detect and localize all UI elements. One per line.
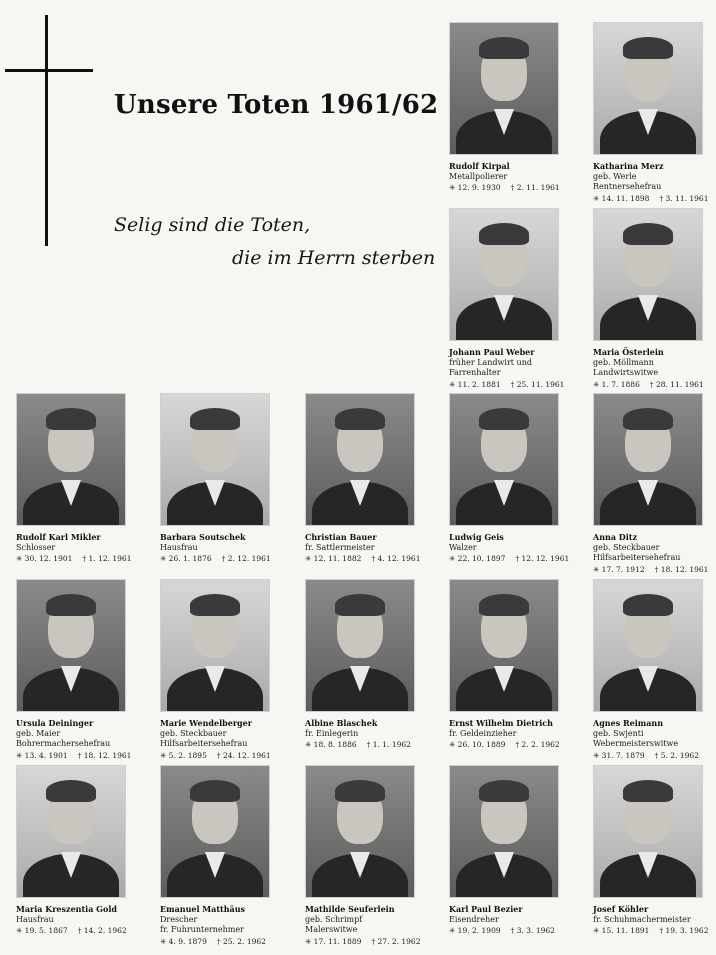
life-dates	[593, 379, 711, 390]
death-date: † 2. 12. 1961	[221, 554, 271, 563]
portrait-hair	[623, 37, 673, 59]
person-detail: fr. Fuhrunternehmer	[160, 925, 244, 934]
person-detail: geb. Schrimpf	[305, 914, 363, 924]
portrait-hair	[479, 594, 529, 616]
life-dates	[160, 553, 278, 564]
person-detail: geb. Steckbauer	[593, 542, 660, 552]
person-name: Katharina Merz	[593, 161, 664, 171]
birth-date: ✳ 26. 1. 1876	[160, 554, 212, 563]
person-name: Ludwig Geis	[449, 532, 504, 542]
obituary-entry	[593, 208, 711, 390]
birth-date: ✳ 13. 4. 1901	[16, 750, 68, 760]
person-name: Rudolf Kirpal	[449, 161, 510, 171]
obituary-entry	[449, 393, 570, 564]
person-detail: Bohrermachersehefrau	[16, 739, 111, 748]
portrait-photo	[593, 765, 703, 898]
verse-line-1: Selig sind die Toten,	[114, 214, 311, 236]
portrait-photo	[593, 393, 703, 526]
cross-horizontal-bar	[5, 69, 93, 72]
person-detail: Eisendreher	[449, 914, 499, 924]
portrait-photo	[593, 208, 703, 341]
person-detail: fr. Einlegerin	[305, 728, 359, 738]
birth-date: ✳ 15. 11. 1891	[593, 926, 650, 935]
birth-date: ✳ 17. 7. 1912	[593, 564, 645, 574]
portrait-hair	[46, 780, 96, 802]
person-detail: Hausfrau	[160, 542, 198, 552]
life-dates	[449, 925, 567, 936]
obituary-entry	[305, 579, 423, 750]
life-dates	[449, 553, 570, 564]
birth-date: ✳ 26. 10. 1889	[449, 740, 506, 749]
death-date: † 19. 3. 1962	[659, 926, 709, 935]
portrait-photo	[160, 579, 270, 712]
portrait-hair	[335, 408, 385, 430]
death-date: † 14. 2. 1962	[77, 926, 127, 935]
person-name: Rudolf Karl Mikler	[16, 532, 101, 542]
person-name: Mathilde Seuferlein	[305, 904, 395, 914]
portrait-photo	[449, 22, 559, 155]
person-name: Agnes Reimann	[593, 718, 664, 728]
birth-date: ✳ 11. 2. 1881	[449, 379, 501, 389]
person-detail: fr. Sattlermeister	[305, 542, 375, 552]
page-title: Unsere Toten 1961/62	[114, 90, 439, 120]
person-name: Christian Bauer	[305, 532, 377, 542]
person-detail: Schlosser	[16, 542, 56, 552]
obituary-entry	[305, 393, 423, 564]
portrait-photo	[449, 208, 559, 341]
person-detail: Hausfrau	[16, 914, 54, 924]
person-detail: geb. Swjenti	[593, 728, 644, 738]
portrait-hair	[479, 223, 529, 245]
person-detail: Hilfsarbeitersehefrau	[160, 739, 248, 748]
life-dates	[16, 553, 134, 564]
person-name: Johann Paul Weber	[449, 347, 535, 357]
portrait-photo	[305, 579, 415, 712]
portrait-photo	[160, 393, 270, 526]
birth-date: ✳ 1. 7. 1886	[593, 379, 640, 389]
person-detail: Hilfsarbeitersehefrau	[593, 553, 681, 562]
portrait-photo	[449, 393, 559, 526]
person-detail: geb. Werle	[593, 171, 637, 181]
person-name: Barbara Soutschek	[160, 532, 246, 542]
death-date: † 12. 12. 1961	[515, 554, 570, 563]
person-detail: Drescher	[160, 914, 198, 924]
portrait-hair	[623, 594, 673, 616]
obituary-entry	[593, 579, 711, 761]
death-date: † 25. 11. 1961	[510, 379, 565, 389]
portrait-photo	[16, 765, 126, 898]
death-date: † 5. 2. 1962	[654, 750, 699, 760]
obituary-entry	[593, 765, 711, 936]
obituary-entry	[16, 393, 134, 564]
portrait-hair	[335, 594, 385, 616]
person-detail: Farrenhalter	[449, 368, 501, 377]
life-dates	[160, 936, 278, 947]
portrait-photo	[593, 579, 703, 712]
obituary-entry	[160, 765, 278, 947]
birth-date: ✳ 12. 9. 1930	[449, 183, 501, 192]
portrait-hair	[190, 408, 240, 430]
birth-date: ✳ 4. 9. 1879	[160, 936, 207, 946]
death-date: † 2. 2. 1962	[515, 740, 560, 749]
person-detail: Rentnersehefrau	[593, 182, 662, 191]
death-date: † 1. 12. 1961	[82, 554, 132, 563]
portrait-hair	[46, 594, 96, 616]
life-dates	[305, 936, 423, 947]
portrait-photo	[449, 579, 559, 712]
life-dates	[449, 379, 567, 390]
life-dates	[160, 750, 278, 761]
death-date: † 18. 12. 1961	[654, 564, 709, 574]
obituary-entry	[305, 765, 423, 947]
birth-date: ✳ 17. 11. 1889	[305, 936, 362, 946]
verse-line-2: die im Herrn sterben	[232, 247, 436, 269]
person-detail: fr. Schuhmachermeister	[593, 914, 691, 924]
person-name: Karl Paul Bezier	[449, 904, 523, 914]
life-dates	[305, 739, 423, 750]
life-dates	[16, 750, 134, 761]
person-detail: Malerswitwe	[305, 925, 358, 934]
obituary-entry	[160, 393, 278, 564]
person-name: Josef Köhler	[593, 904, 649, 914]
portrait-hair	[623, 408, 673, 430]
birth-date: ✳ 12. 11. 1882	[305, 554, 362, 563]
obituary-entry	[593, 22, 711, 204]
death-date: † 3. 3. 1962	[510, 926, 555, 935]
person-detail: geb. Maier	[16, 728, 61, 738]
life-dates	[449, 739, 567, 750]
person-name: Emanuel Matthäus	[160, 904, 246, 914]
obituary-entry	[160, 579, 278, 761]
person-name: Maria Kreszentia Gold	[16, 904, 117, 914]
portrait-hair	[479, 780, 529, 802]
portrait-hair	[190, 594, 240, 616]
birth-date: ✳ 14. 11. 1898	[593, 193, 650, 203]
obituary-entry	[16, 765, 134, 936]
birth-date: ✳ 19. 2. 1909	[449, 926, 501, 935]
death-date: † 25. 2. 1962	[216, 936, 266, 946]
life-dates	[593, 564, 711, 575]
birth-date: ✳ 31. 7. 1879	[593, 750, 645, 760]
life-dates	[593, 750, 711, 761]
death-date: † 1. 1. 1962	[366, 740, 411, 749]
obituary-entry	[449, 208, 567, 390]
death-date: † 3. 11. 1961	[659, 193, 709, 203]
obituary-entry	[16, 579, 134, 761]
person-detail: Metallpolierer	[449, 171, 508, 181]
life-dates	[449, 182, 567, 193]
death-date: † 27. 2. 1962	[371, 936, 421, 946]
life-dates	[305, 553, 423, 564]
obituary-entry	[449, 765, 567, 936]
portrait-photo	[305, 393, 415, 526]
death-date: † 2. 11. 1961	[510, 183, 560, 192]
death-date: † 28. 11. 1961	[649, 379, 704, 389]
portrait-photo	[593, 22, 703, 155]
person-name: Ursula Deininger	[16, 718, 94, 728]
birth-date: ✳ 5. 2. 1895	[160, 750, 207, 760]
death-date: † 18. 12. 1961	[77, 750, 132, 760]
portrait-hair	[190, 780, 240, 802]
portrait-hair	[623, 780, 673, 802]
life-dates	[593, 193, 711, 204]
portrait-photo	[16, 579, 126, 712]
portrait-hair	[479, 37, 529, 59]
portrait-hair	[335, 780, 385, 802]
person-detail: Walzer	[449, 542, 477, 552]
portrait-hair	[623, 223, 673, 245]
life-dates	[593, 925, 711, 936]
person-detail: geb. Möllmann	[593, 357, 654, 367]
cross-vertical-bar	[45, 15, 48, 246]
birth-date: ✳ 30. 12. 1901	[16, 554, 73, 563]
birth-date: ✳ 18. 8. 1886	[305, 740, 357, 749]
obituary-entry	[593, 393, 711, 575]
birth-date: ✳ 19. 5. 1867	[16, 926, 68, 935]
portrait-photo	[305, 765, 415, 898]
person-name: Anna Ditz	[593, 532, 638, 542]
portrait-photo	[16, 393, 126, 526]
person-detail: fr. Geldeinzieher	[449, 728, 517, 738]
obituary-entry	[449, 22, 567, 193]
portrait-hair	[479, 408, 529, 430]
portrait-photo	[160, 765, 270, 898]
portrait-hair	[46, 408, 96, 430]
portrait-photo	[449, 765, 559, 898]
person-detail: Webermeisterswitwe	[593, 739, 679, 748]
life-dates	[16, 925, 134, 936]
person-name: Albine Blaschek	[305, 718, 378, 728]
person-name: Ernst Wilhelm Dietrich	[449, 718, 553, 728]
death-date: † 24. 12. 1961	[216, 750, 271, 760]
obituary-entry	[449, 579, 567, 750]
person-detail: früher Landwirt und	[449, 357, 532, 367]
death-date: † 4. 12. 1961	[371, 554, 421, 563]
person-name: Maria Österlein	[593, 347, 664, 357]
person-detail: Landwirtswitwe	[593, 368, 659, 377]
person-name: Marie Wendelberger	[160, 718, 252, 728]
birth-date: ✳ 22. 10. 1897	[449, 554, 506, 563]
person-detail: geb. Steckbauer	[160, 728, 227, 738]
